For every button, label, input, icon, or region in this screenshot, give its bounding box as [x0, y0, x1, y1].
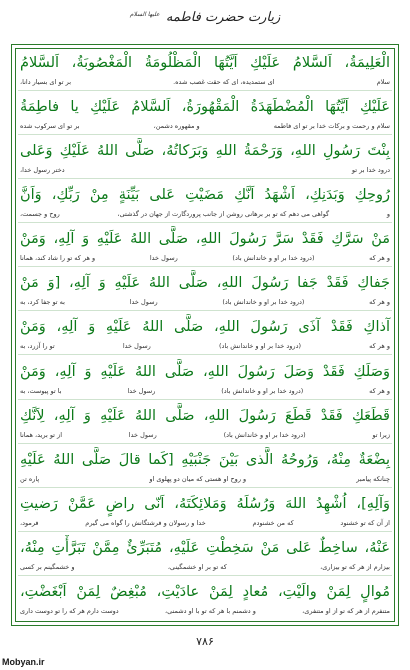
page-title [130, 10, 281, 25]
verse-row [18, 579, 392, 620]
arabic-line: مَنْ سَرَّكِ فَقَدْ سَرَّ رَسُولَ اللهِ، صَلَّى اللهُ عَلَيْهِ وَ آلِهِ، وَمَنْ [20, 231, 390, 248]
translation-segment: بیزارم از هر که تو بیزاری، [320, 562, 390, 571]
translation-line [18, 76, 392, 88]
translation-segment: و [386, 210, 390, 219]
arabic-line: بِضْعَةٌ مِنْهُ، وَرُوحُهُ الَّذى بَيْنَ جَنْبَيْهِ [كَما قالَ صَلَّى اللهُ عَلَيْهِ [20, 451, 390, 468]
translation-line [18, 252, 392, 264]
translation-segment: رسول خدا [129, 298, 158, 307]
verse-row [18, 403, 392, 444]
translation-segment: که تو بر او خشمگینی، [167, 562, 227, 571]
translation-segment: ای ستمدیده، ای که حقت غصب شده. [173, 78, 275, 86]
translation-segment: متنفرم از هر که تو از او متنفری، [302, 606, 390, 615]
translation-segment: و دشمنم با هر که تو با او دشمنی، [164, 606, 256, 615]
verse-row [18, 314, 392, 355]
translation-segment: و روح او هستی که میان دو پهلوی او [149, 474, 247, 483]
translation-segment: و مقهوره دشمن، [153, 122, 200, 131]
verse-row [18, 535, 392, 576]
verse-row [18, 270, 392, 311]
translation-segment: از تو برید، همانا [20, 430, 62, 439]
verse-row [18, 50, 392, 91]
translation-segment: (درود خدا بر او و خاندانش باد) [221, 386, 304, 395]
arabic-line: آذاكِ فَقَدْ آذَى رَسُولَ اللهِ، صَلَّى اللهُ عَلَيْهِ وَ آلِهِ، وَمَنْ [20, 319, 390, 336]
translation-line [18, 385, 392, 397]
site-logo[interactable]: Mobyan.ir [2, 657, 45, 667]
arabic-line: رُوحِكِ وَبَدَنِكِ، اَشْهَدُ اَنَّكِ مَضَيْتِ عَلى بَيِّنَةٍ مِنْ رَبِّكِ، وَاَنَّ [20, 187, 390, 204]
arabic-line: جَفاكِ فَقَدْ جَفا رَسُولَ اللهِ، صَلَّى اللهُ عَلَيْهِ وَ آلِهِ، [وَ مَنْ [20, 275, 390, 292]
arabic-line: الْعَلِيمَةُ، اَلسَّلامُ عَلَيْكِ اَيَّتُهَا الْمَظْلُومَةُ الْمَغْصُوبَةُ، اَلسَّلامُ [20, 55, 390, 71]
translation-line [18, 429, 392, 441]
page-header [0, 6, 410, 30]
verse-rows [18, 50, 392, 620]
translation-segment: سلام و رحمت و برکات خدا بر تو ای فاطمه [273, 122, 390, 131]
translation-segment: و هر که [369, 386, 390, 395]
translation-line [18, 208, 392, 220]
verse-row [18, 138, 392, 179]
translation-segment: تو را آزرد، به [20, 342, 55, 351]
translation-line [18, 517, 392, 529]
translation-line [18, 164, 392, 176]
translation-segment: روح و جسمت، [20, 210, 60, 219]
arabic-line: عَلَيْكِ اَيَّتُهَا الْمُضْطَهَدَةُ الْمَقْهُورَةُ، اَلسَّلامُ عَلَيْكِ يا فاطِمَةُ [20, 99, 390, 116]
translation-line [18, 605, 392, 617]
translation-segment: سلام [376, 78, 390, 86]
arabic-line: وَصَلَكِ فَقَدْ وَصَلَ رَسُولَ اللهِ، صَلَّى اللهُ عَلَيْهِ وَ آلِهِ، وَمَنْ [20, 363, 390, 380]
header-honorific: علیها السلام [129, 10, 160, 18]
translation-segment: با تو پیوست، به [20, 386, 62, 395]
translation-line [18, 561, 392, 573]
verse-row [18, 359, 392, 400]
translation-segment: پاره تن [20, 474, 40, 483]
verse-row [18, 447, 392, 488]
verse-row [18, 226, 392, 267]
translation-segment: (درود خدا بر او و خاندانش باد) [218, 342, 301, 351]
translation-segment: (درود خدا بر او و خاندانش باد) [223, 430, 306, 439]
translation-segment: از آن که تو خشنود [340, 518, 390, 527]
page-number: ۷۸۶ [196, 635, 214, 648]
arabic-line: مُوالٍ لِمَنْ والَيْتِ، مُعادٍ لِمَنْ عادَيْتِ، مُبْغِضٌ لِمَنْ اَبْغَضْتِ، [20, 583, 390, 600]
arabic-line: قَطَعَكِ فَقَدْ قَطَعَ رَسُولَ اللهِ، صَلَّى اللهُ عَلَيْهِ وَ آلِهِ، لِاَنَّكِ [20, 407, 390, 424]
translation-segment: و هر که تو را شاد کند، همانا [20, 254, 96, 263]
arabic-line: بِنْتَ رَسُولِ اللهِ، وَرَحْمَةُ اللهِ وَبَرَكاتُهُ، صَلَّى اللهُ عَلَيْكِ وَعَلى [20, 143, 390, 160]
translation-segment: فرمود، [20, 518, 39, 527]
translation-segment: و هر که [369, 342, 390, 351]
translation-segment: (درود خدا بر او و خاندانش باد) [222, 298, 305, 307]
translation-segment: رسول خدا [122, 342, 151, 351]
header-title-text: زیارت حضرت فاطمه [165, 10, 281, 25]
translation-line [18, 120, 392, 132]
translation-segment: بر تو ای بسیار دانا، [20, 78, 71, 86]
translation-segment: و هر که [369, 298, 390, 307]
translation-segment: که من خشنودم [252, 518, 294, 527]
verse-row [18, 491, 392, 532]
arabic-line: عَنْهُ، ساخِطٌ عَلى مَنْ سَخِطْتِ عَلَيْهِ، مُتَبَرِّئٌ مِمَّنْ تَبَرَّأْتِ مِنْهُ، [20, 539, 390, 556]
verse-row [18, 94, 392, 135]
translation-segment: رسول خدا [127, 386, 156, 395]
translation-segment: رسول خدا [149, 254, 178, 263]
verse-row [18, 182, 392, 223]
text-frame [11, 44, 399, 626]
translation-segment: دختر رسول خدا، [20, 166, 65, 175]
translation-segment: گواهی می دهم که تو بر برهانی روشن از جانب پروردگارت از جهان در گذشتی، [117, 210, 330, 219]
translation-line [18, 340, 392, 352]
translation-line [18, 473, 392, 485]
translation-segment: زیرا تو [372, 430, 390, 439]
translation-segment: و خشمگینم بر کسی [20, 562, 75, 571]
translation-segment: دوست دارم هر که را تو دوست داری [20, 606, 119, 615]
arabic-line: وَآلِهِ]، اُشْهِدُ اللهَ وَرُسُلَهُ وَمَلائِكَتَهُ، اَنّى راضٍ عَمَّنْ رَضيتِ [20, 495, 390, 512]
translation-line [18, 296, 392, 308]
translation-segment: بر تو ای سرکوب شده [20, 122, 80, 131]
translation-segment: خدا و رسولان و فرشتگانش را گواه می گیرم [85, 518, 206, 527]
translation-segment: به تو جفا کرد، به [20, 298, 65, 307]
translation-segment: رسول خدا [128, 430, 157, 439]
translation-segment: درود خدا بر تو [351, 166, 390, 175]
translation-segment: (درود خدا بر او و خاندانش باد) [232, 254, 315, 263]
translation-segment: چنانکه پیامبر [356, 474, 390, 483]
translation-segment: و هر که [369, 254, 390, 263]
